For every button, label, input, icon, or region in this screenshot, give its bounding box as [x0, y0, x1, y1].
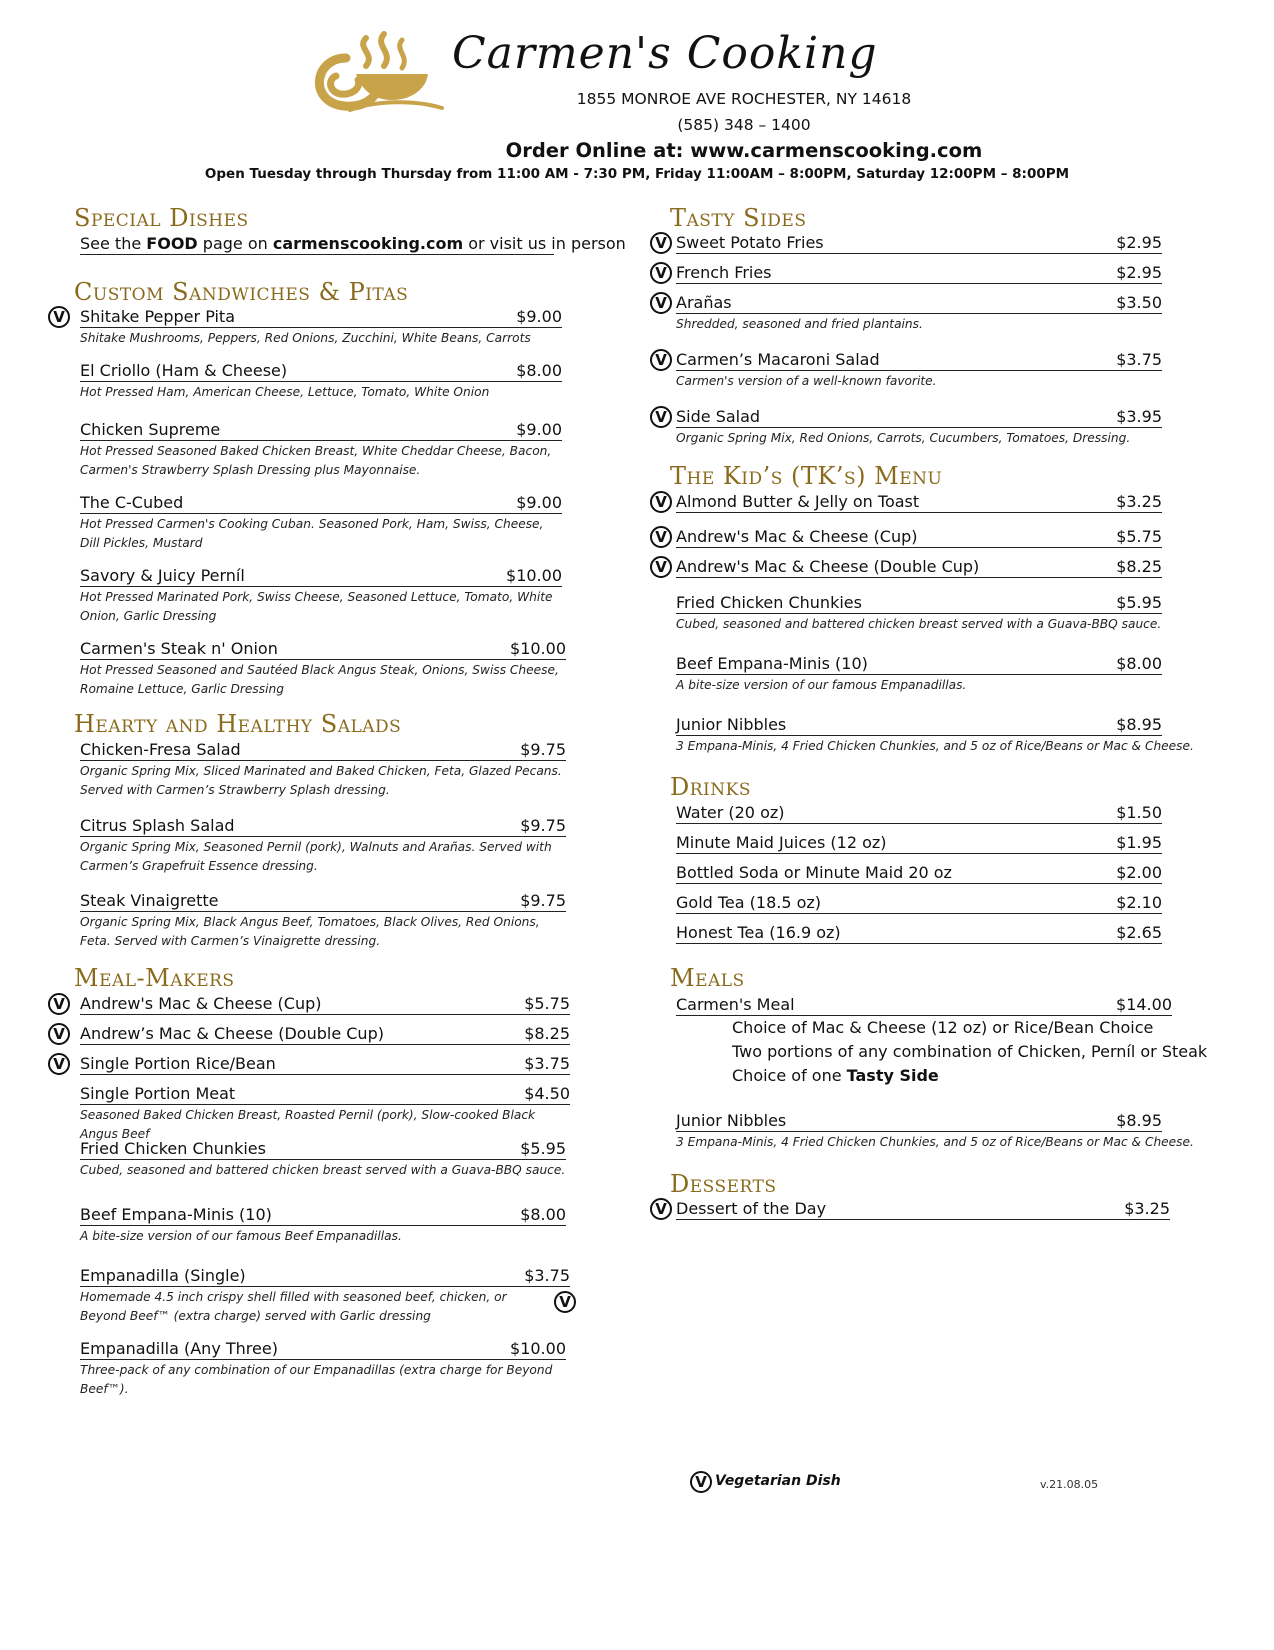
item-name: Single Portion Rice/Bean — [80, 1054, 276, 1073]
item-description: Organic Spring Mix, Red Onions, Carrots, Cucumbers, Tomatoes, Dressing. — [676, 431, 1131, 445]
item-name: The C-Cubed — [80, 493, 184, 512]
item-price: $2.00 — [1116, 863, 1162, 882]
item-price: $8.00 — [520, 1205, 566, 1224]
item-description: Hot Pressed Ham, American Cheese, Lettuce, Tomato, White Onion — [80, 385, 490, 399]
menu-item — [676, 862, 1162, 884]
vegetarian-icon: V — [650, 406, 672, 428]
item-price: $9.00 — [516, 493, 562, 512]
item-price: $10.00 — [510, 639, 566, 658]
item-price: $9.00 — [516, 420, 562, 439]
vegetarian-icon: V — [650, 491, 672, 513]
item-price: $8.95 — [1116, 1111, 1162, 1130]
item-description: Hot Pressed Marinated Pork, Swiss Cheese, Seasoned Lettuce, Tomato, White Onion, Garlic Dressing — [80, 590, 553, 623]
item-price: $3.75 — [1116, 350, 1162, 369]
special-note-text: See the — [80, 234, 147, 253]
item-price: $3.25 — [1124, 1199, 1170, 1218]
opening-hours: Open Tuesday through Thursday from 11:00 AM - 7:30 PM, Friday 11:00AM – 8:00PM, Saturday 12:00PM – 8:00PM — [204, 166, 1070, 182]
item-name: Andrew’s Mac & Cheese (Double Cup) — [80, 1024, 384, 1043]
item-price: $4.50 — [524, 1084, 570, 1103]
item-description: Carmen's version of a well-known favorite. — [676, 374, 937, 388]
menu-item — [655, 292, 1162, 334]
item-name: Chicken-Fresa Salad — [80, 740, 241, 759]
menu-item — [53, 1023, 570, 1045]
item-name: Shitake Pepper Pita — [80, 307, 236, 326]
menu-item — [53, 993, 570, 1015]
food-page-label: FOOD — [146, 234, 198, 253]
kids-menu-title: The Kid’s (TK’s) Menu — [670, 462, 943, 490]
tasty-side-label: Tasty Side — [846, 1066, 939, 1085]
item-name: Junior Nibbles — [676, 715, 787, 734]
menu-item — [80, 360, 562, 402]
item-name: Steak Vinaigrette — [80, 891, 219, 910]
item-price: $8.00 — [516, 361, 562, 380]
item-description: Cubed, seasoned and battered chicken breast served with a Guava-BBQ sauce. — [80, 1163, 566, 1177]
item-price: $9.75 — [520, 891, 566, 910]
item-name: Gold Tea (18.5 oz) — [676, 893, 822, 912]
item-name: Carmen's Meal — [676, 995, 795, 1014]
item-description: Shredded, seasoned and fried plantains. — [676, 317, 923, 331]
menu-item — [53, 306, 562, 348]
item-description: Organic Spring Mix, Sliced Marinated and Baked Chicken, Feta, Glazed Pecans. Served with Carmen’s Strawberry Splash dressing. — [80, 764, 562, 797]
item-price: $2.95 — [1116, 263, 1162, 282]
item-price: $5.95 — [520, 1139, 566, 1158]
menu-item — [655, 491, 1162, 513]
item-name: Single Portion Meat — [80, 1084, 236, 1103]
vegetarian-icon: V — [554, 1291, 576, 1313]
vegetarian-icon: V — [650, 349, 672, 371]
item-price: $10.00 — [506, 566, 562, 585]
item-price: $9.75 — [520, 816, 566, 835]
item-name: French Fries — [676, 263, 772, 282]
menu-item — [80, 419, 562, 480]
menu-item — [676, 892, 1162, 914]
vegetarian-icon: V — [650, 292, 672, 314]
item-description: 3 Empana-Minis, 4 Fried Chicken Chunkies, and 5 oz of Rice/Beans or Mac & Cheese. — [676, 1135, 1194, 1149]
item-name: Empanadilla (Any Three) — [80, 1339, 278, 1358]
menu-item — [53, 1053, 570, 1075]
item-price: $9.75 — [520, 740, 566, 759]
desserts-title: Desserts — [670, 1170, 777, 1198]
item-name: Andrew's Mac & Cheese (Double Cup) — [676, 557, 980, 576]
menu-item — [80, 1083, 570, 1144]
item-price: $3.25 — [1116, 492, 1162, 511]
item-description: Cubed, seasoned and battered chicken breast served with a Guava-BBQ sauce. — [676, 617, 1162, 631]
item-name: Fried Chicken Chunkies — [676, 593, 862, 612]
menu-header — [0, 0, 1274, 200]
item-price: $1.50 — [1116, 803, 1162, 822]
vegetarian-icon: V — [650, 232, 672, 254]
item-price: $5.95 — [1116, 593, 1162, 612]
item-name: Chicken Supreme — [80, 420, 221, 439]
item-description: Homemade 4.5 inch crispy shell filled with seasoned beef, chicken, or Beyond Beef™ (extra charge) served with Garlic dressing — [80, 1290, 507, 1323]
item-price: $8.25 — [524, 1024, 570, 1043]
vegetarian-icon: V — [650, 262, 672, 284]
menu-item — [676, 653, 1162, 695]
item-price: $5.75 — [524, 994, 570, 1013]
item-name: Carmen's Steak n' Onion — [80, 639, 278, 658]
menu-item — [655, 232, 1162, 254]
item-price: $2.10 — [1116, 893, 1162, 912]
item-description: Organic Spring Mix, Black Angus Beef, Tomatoes, Black Olives, Red Onions, Feta. Served with Carmen’s Vinaigrette dressing. — [80, 915, 540, 948]
item-name: Beef Empana-Minis (10) — [80, 1205, 272, 1224]
vegetarian-icon: V — [650, 556, 672, 578]
item-description: 3 Empana-Minis, 4 Fried Chicken Chunkies, and 5 oz of Rice/Beans or Mac & Cheese. — [676, 739, 1194, 753]
item-price: $8.00 — [1116, 654, 1162, 673]
item-description: Hot Pressed Carmen's Cooking Cuban. Seasoned Pork, Ham, Swiss, Cheese, Dill Pickles, Mustard — [80, 517, 544, 550]
item-description: Three-pack of any combination of our Empanadillas (extra charge for Beyond Beef™). — [80, 1363, 553, 1396]
meal-choice — [732, 1064, 939, 1088]
special-note-text: page on — [197, 234, 273, 253]
item-description: Hot Pressed Seasoned Baked Chicken Breast, White Cheddar Cheese, Bacon, Carmen's Strawberry Splash Dressing plus Mayonnaise. — [80, 444, 552, 477]
vegetarian-icon: V — [48, 1023, 70, 1045]
vegetarian-icon: V — [48, 993, 70, 1015]
item-description: Seasoned Baked Chicken Breast, Roasted Pernil (pork), Slow-cooked Black Angus Beef — [80, 1108, 536, 1141]
menu-item — [80, 815, 566, 876]
meals-title: Meals — [670, 964, 745, 992]
item-name: El Criollo (Ham & Cheese) — [80, 361, 288, 380]
vegetarian-icon: V — [650, 526, 672, 548]
item-price: $5.75 — [1116, 527, 1162, 546]
meal-choice-text: Choice of one — [732, 1066, 847, 1085]
vegetarian-icon: V — [48, 1053, 70, 1075]
item-name: Arañas — [676, 293, 732, 312]
item-price: $3.95 — [1116, 407, 1162, 426]
item-name: Side Salad — [676, 407, 761, 426]
item-name: Carmen’s Macaroni Salad — [676, 350, 880, 369]
menu-item — [676, 832, 1162, 854]
menu-item — [80, 890, 566, 951]
item-description: A bite-size version of our famous Beef Empanadillas. — [80, 1229, 402, 1243]
menu-item — [676, 1110, 1194, 1152]
sandwiches-title: Custom Sandwiches & Pitas — [74, 278, 409, 306]
restaurant-address: 1855 MONROE AVE ROCHESTER, NY 14618 — [576, 90, 912, 108]
item-name: Empanadilla (Single) — [80, 1266, 246, 1285]
special-dishes-title: Special Dishes — [74, 204, 249, 232]
item-name: Sweet Potato Fries — [676, 233, 824, 252]
menu-item — [80, 565, 562, 626]
item-price: $9.00 — [516, 307, 562, 326]
item-price: $10.00 — [510, 1339, 566, 1358]
item-name: Andrew's Mac & Cheese (Cup) — [80, 994, 322, 1013]
item-price: $3.75 — [524, 1266, 570, 1285]
vegetarian-icon: V — [650, 1198, 672, 1220]
brand-name: Carmen's Cooking — [452, 28, 878, 79]
drinks-title: Drinks — [670, 773, 751, 801]
item-price: $8.95 — [1116, 715, 1162, 734]
menu-item — [80, 1138, 566, 1180]
item-name: Beef Empana-Minis (10) — [676, 654, 868, 673]
item-price: $14.00 — [1116, 995, 1172, 1014]
menu-item — [80, 492, 562, 553]
menu-version: v.21.08.05 — [1040, 1478, 1099, 1491]
item-name: Bottled Soda or Minute Maid 20 oz — [676, 863, 952, 882]
item-price: $2.65 — [1116, 923, 1162, 942]
menu-item — [655, 406, 1162, 448]
item-name: Minute Maid Juices (12 oz) — [676, 833, 887, 852]
order-online-link[interactable]: Order Online at: www.carmenscooking.com — [505, 139, 983, 162]
menu-item — [80, 1265, 570, 1326]
item-name: Citrus Splash Salad — [80, 816, 235, 835]
item-price: $1.95 — [1116, 833, 1162, 852]
menu-item — [676, 714, 1194, 756]
item-name: Andrew's Mac & Cheese (Cup) — [676, 527, 918, 546]
menu-item — [655, 1198, 1170, 1220]
website-link[interactable]: carmenscooking.com — [272, 234, 464, 253]
menu-item — [676, 592, 1162, 634]
salads-title: Hearty and Healthy Salads — [74, 710, 402, 738]
menu-item — [676, 922, 1162, 944]
item-price: $3.50 — [1116, 293, 1162, 312]
sides-title: Tasty Sides — [670, 204, 807, 232]
menu-item — [655, 526, 1162, 548]
menu-item — [80, 638, 566, 699]
meal-choice: Two portions of any combination of Chicken, Perníl or Steak — [732, 1042, 1208, 1061]
special-dishes-note — [80, 233, 626, 255]
item-price: $2.95 — [1116, 233, 1162, 252]
meal-choice: Choice of Mac & Cheese (12 oz) or Rice/Bean Choice — [732, 1018, 1154, 1037]
item-name: Water (20 oz) — [676, 803, 785, 822]
restaurant-phone: (585) 348 – 1400 — [677, 116, 811, 134]
menu-item — [80, 739, 566, 800]
menu-item — [655, 349, 1162, 391]
item-name: Dessert of the Day — [676, 1199, 827, 1218]
menu-item — [80, 1204, 566, 1246]
item-price: $8.25 — [1116, 557, 1162, 576]
menu-item — [676, 802, 1162, 824]
item-name: Junior Nibbles — [676, 1111, 787, 1130]
item-name: Savory & Juicy Perníl — [80, 566, 245, 585]
menu-item — [655, 556, 1162, 578]
vegetarian-legend: Vegetarian Dish — [715, 1473, 841, 1489]
item-description: Shitake Mushrooms, Peppers, Red Onions, Zucchini, White Beans, Carrots — [80, 331, 531, 345]
item-name: Honest Tea (16.9 oz) — [676, 923, 841, 942]
item-description: A bite-size version of our famous Empanadillas. — [676, 678, 967, 692]
menu-item — [676, 994, 1172, 1016]
meal-makers-title: Meal-Makers — [74, 964, 235, 992]
menu-item — [80, 1338, 566, 1399]
item-price: $3.75 — [524, 1054, 570, 1073]
special-note-text: or visit us in person — [463, 234, 626, 253]
item-name: Almond Butter & Jelly on Toast — [676, 492, 920, 511]
item-description: Hot Pressed Seasoned and Sautéed Black Angus Steak, Onions, Swiss Cheese, Romaine Lettuce, Garlic Dressing — [80, 663, 559, 696]
vegetarian-legend-icon: V — [690, 1471, 712, 1493]
vegetarian-icon: V — [48, 306, 70, 328]
menu-item — [655, 262, 1162, 284]
item-name: Fried Chicken Chunkies — [80, 1139, 266, 1158]
item-description: Organic Spring Mix, Seasoned Pernil (pork), Walnuts and Arañas. Served with Carmen’s Grapefruit Essence dressing. — [80, 840, 552, 873]
